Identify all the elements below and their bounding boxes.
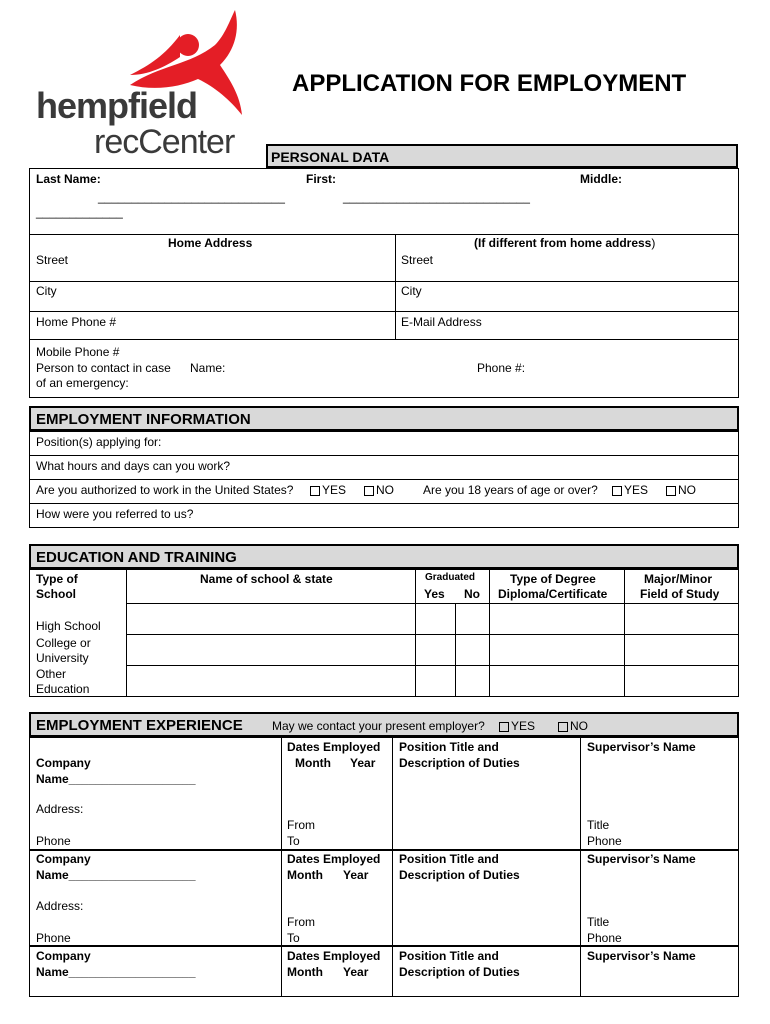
authorized-yes-checkbox[interactable] <box>310 483 346 497</box>
middle-name-label: Middle: <box>580 172 622 186</box>
age-question: Are you 18 years of age or over? <box>423 483 598 497</box>
referred-field[interactable]: How were you referred to us? <box>36 507 194 521</box>
exp1-month-label: Month <box>295 756 331 770</box>
home-address-heading: Home Address <box>168 236 253 250</box>
contact-yes-label: YES <box>511 719 536 733</box>
education-title: EDUCATION AND TRAINING <box>36 549 237 566</box>
exp2-phone-field[interactable]: Phone <box>36 931 71 945</box>
exp1-phone-field[interactable]: Phone <box>36 834 71 848</box>
education-header <box>29 544 739 569</box>
exp2-to-field[interactable]: To <box>287 931 300 945</box>
exp2-position-label-1: Position Title and <box>399 852 499 866</box>
employment-info-title: EMPLOYMENT INFORMATION <box>36 411 251 428</box>
age-yes-label: YES <box>624 483 649 497</box>
street-left-field[interactable]: Street <box>36 253 69 267</box>
emergency-contact-label-2: of an emergency: <box>36 376 129 390</box>
logo <box>30 5 260 165</box>
exp3-month-label: Month <box>287 965 323 979</box>
exp2-from-field[interactable]: From <box>287 915 315 929</box>
edu-col-degree-1: Type of Degree <box>510 572 596 586</box>
exp1-supervisor-label: Supervisor’s Name <box>587 740 696 754</box>
edu-row-college-1: College or <box>36 636 91 650</box>
edu-col-major-1: Major/Minor <box>644 572 712 586</box>
exp3-year-label: Year <box>343 965 369 979</box>
personal-data-header <box>266 144 738 168</box>
contact-employer-question: May we contact your present employer? <box>272 719 485 733</box>
page-title: APPLICATION FOR EMPLOYMENT <box>292 70 687 97</box>
authorized-no-checkbox[interactable] <box>364 483 394 497</box>
exp1-position-label-1: Position Title and <box>399 740 499 754</box>
authorized-question: Are you authorized to work in the United States? <box>36 483 294 497</box>
edu-col-graduated: Graduated <box>425 572 476 583</box>
authorized-yes-label: YES <box>322 483 347 497</box>
city-left-field[interactable]: City <box>36 284 57 298</box>
contact-no-label: NO <box>570 719 588 733</box>
edu-row-high-school: High School <box>36 619 101 633</box>
exp2-month-label: Month <box>287 868 323 882</box>
exp1-company-label: Company <box>36 756 91 770</box>
home-phone-field[interactable]: Home Phone # <box>36 315 117 329</box>
edu-col-no: No <box>464 587 480 601</box>
exp2-company-label: Company <box>36 852 91 866</box>
mobile-phone-field[interactable]: Mobile Phone # <box>36 345 120 359</box>
exp1-address-field[interactable]: Address: <box>36 802 84 816</box>
exp1-year-label: Year <box>350 756 376 770</box>
exp2-company-field[interactable]: Name___________________ <box>36 868 196 882</box>
logo-reccenter: recCenter <box>94 123 235 161</box>
exp2-position-label-2: Description of Duties <box>399 868 520 882</box>
exp3-supervisor-label: Supervisor’s Name <box>587 949 696 963</box>
first-name-field[interactable]: ____________________________ <box>343 190 530 204</box>
street-right-field[interactable]: Street <box>401 253 434 267</box>
contact-no-checkbox[interactable] <box>558 719 588 733</box>
edu-row-college-2: University <box>36 651 89 665</box>
exp3-company-label: Company <box>36 949 91 963</box>
exp2-year-label: Year <box>343 868 369 882</box>
exp3-position-label-1: Position Title and <box>399 949 499 963</box>
experience-title: EMPLOYMENT EXPERIENCE <box>36 717 243 734</box>
first-name-label: First: <box>306 172 336 186</box>
exp3-position-label-2: Description of Duties <box>399 965 520 979</box>
exp1-title-field[interactable]: Title <box>587 818 610 832</box>
contact-yes-checkbox[interactable] <box>499 719 535 733</box>
exp2-title-field[interactable]: Title <box>587 915 610 929</box>
exp1-dates-label: Dates Employed <box>287 740 381 754</box>
emergency-contact-label-1: Person to contact in case <box>36 361 171 375</box>
exp1-from-field[interactable]: From <box>287 818 315 832</box>
edu-col-major-2: Field of Study <box>640 587 720 601</box>
exp2-address-field[interactable]: Address: <box>36 899 84 913</box>
alt-address-heading-close: ) <box>651 236 656 250</box>
city-right-field[interactable]: City <box>401 284 422 298</box>
age-yes-checkbox[interactable] <box>612 483 648 497</box>
exp1-to-field[interactable]: To <box>287 834 300 848</box>
edu-col-type-2: School <box>36 587 77 601</box>
positions-field[interactable]: Position(s) applying for: <box>36 435 162 449</box>
hours-field[interactable]: What hours and days can you work? <box>36 459 231 473</box>
edu-row-other-1: Other <box>36 667 67 681</box>
authorized-no-label: NO <box>376 483 394 497</box>
emergency-phone-field[interactable]: Phone #: <box>477 361 526 375</box>
alt-address-heading <box>474 236 655 250</box>
personal-data-title: PERSONAL DATA <box>271 149 390 165</box>
exp3-dates-label: Dates Employed <box>287 949 381 963</box>
edu-row-other-2: Education <box>36 682 90 696</box>
last-name-field[interactable]: ____________________________ <box>98 190 285 204</box>
exp1-company-field[interactable]: Name___________________ <box>36 772 196 786</box>
exp1-position-label-2: Description of Duties <box>399 756 520 770</box>
age-no-label: NO <box>678 483 696 497</box>
middle-name-field[interactable]: _____________ <box>36 205 123 219</box>
employment-info-header <box>29 406 739 431</box>
exp1-sup-phone-field[interactable]: Phone <box>587 834 622 848</box>
exp2-sup-phone-field[interactable]: Phone <box>587 931 622 945</box>
edu-col-degree-2: Diploma/Certificate <box>498 587 608 601</box>
exp2-supervisor-label: Supervisor’s Name <box>587 852 696 866</box>
edu-col-name: Name of school & state <box>200 572 333 586</box>
exp2-dates-label: Dates Employed <box>287 852 381 866</box>
edu-col-yes: Yes <box>424 587 445 601</box>
exp3-company-field[interactable]: Name___________________ <box>36 965 196 979</box>
age-no-checkbox[interactable] <box>666 483 696 497</box>
emergency-name-field[interactable]: Name: <box>190 361 226 375</box>
logo-hempfield: hempfield <box>36 85 198 126</box>
edu-col-type-1: Type of <box>36 572 78 586</box>
alt-address-heading-text: (If different from home address <box>474 236 652 250</box>
education-table <box>29 569 739 697</box>
last-name-label: Last Name: <box>36 172 101 186</box>
email-field[interactable]: E-Mail Address <box>401 315 482 329</box>
